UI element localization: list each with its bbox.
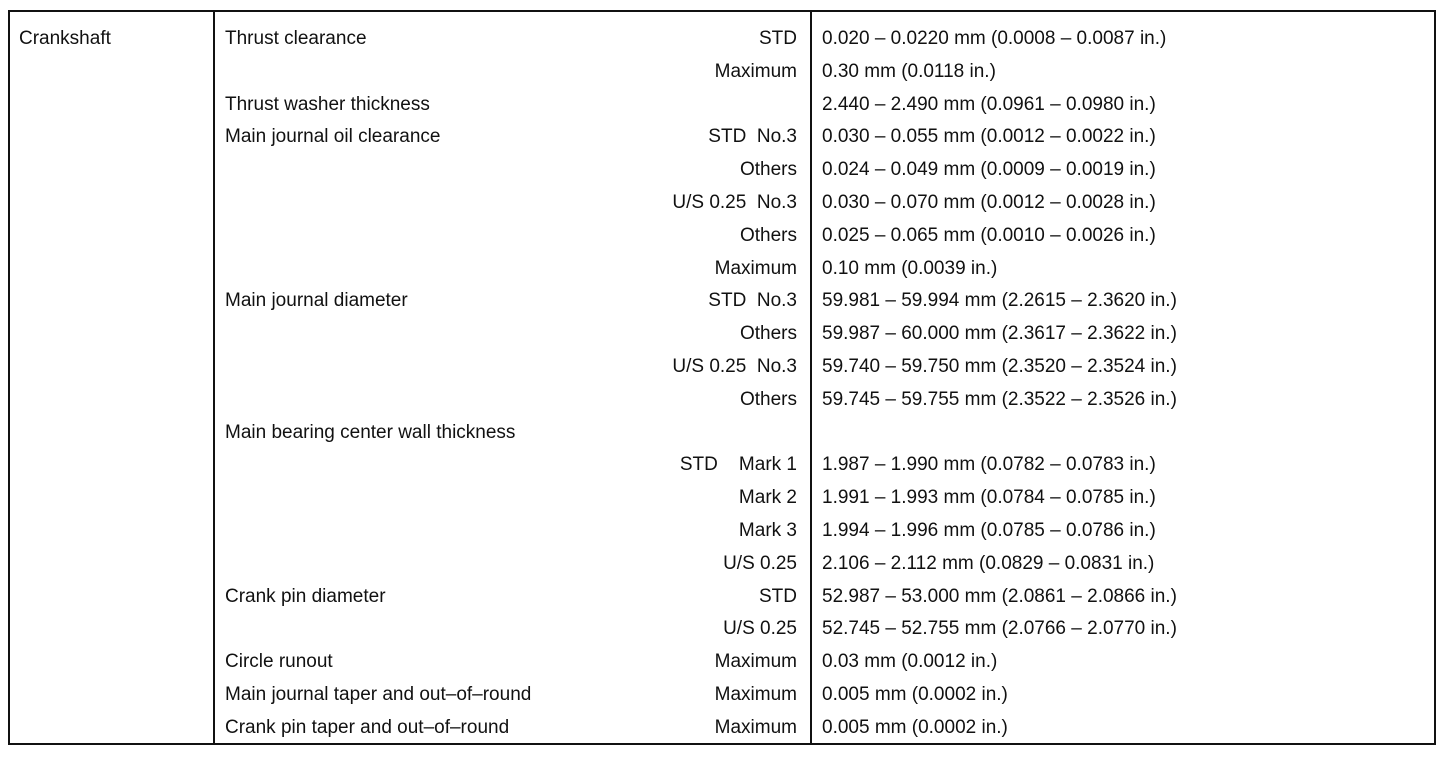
spec-value: 0.10 mm (0.0039 in.) <box>822 257 998 279</box>
spec-condition: Others <box>739 159 797 181</box>
spec-value: 1.994 – 1.996 mm (0.0785 – 0.0786 in.) <box>822 519 1156 541</box>
spec-value: 0.005 mm (0.0002 in.) <box>822 683 1008 705</box>
spec-value: 59.745 – 59.755 mm (2.3522 – 2.3526 in.) <box>822 388 1177 410</box>
table-row <box>10 224 1434 257</box>
spec-value: 2.440 – 2.490 mm (0.0961 – 0.0980 in.) <box>822 93 1156 115</box>
table-row <box>10 453 1434 486</box>
spec-value: 2.106 – 2.112 mm (0.0829 – 0.0831 in.) <box>822 552 1155 574</box>
spec-item: Circle runout <box>225 651 333 673</box>
spec-condition: U/S 0.25 <box>723 618 797 640</box>
spec-item: Main journal oil clearance <box>225 126 441 148</box>
spec-condition: Maximum <box>714 716 797 738</box>
spec-value: 0.024 – 0.049 mm (0.0009 – 0.0019 in.) <box>822 159 1156 181</box>
spec-value: 59.740 – 59.750 mm (2.3520 – 2.3524 in.) <box>822 355 1177 377</box>
spec-condition: Others <box>739 323 797 345</box>
spec-condition: Mark 2 <box>738 487 797 509</box>
spec-condition: U/S 0.25 No.3 <box>672 191 797 213</box>
table-row <box>10 93 1434 126</box>
spec-value: 52.745 – 52.755 mm (2.0766 – 2.0770 in.) <box>822 618 1177 640</box>
spec-item: Thrust clearance <box>225 28 367 49</box>
spec-item: Main journal diameter <box>225 290 408 312</box>
spec-condition: Maximum <box>714 60 797 82</box>
spec-condition: STD No.3 <box>708 126 797 148</box>
spec-value: 1.987 – 1.990 mm (0.0782 – 0.0783 in.) <box>822 454 1156 476</box>
table-row <box>10 158 1434 191</box>
spec-condition: STD No.3 <box>708 290 797 312</box>
spec-value: 52.987 – 53.000 mm (2.0861 – 2.0866 in.) <box>822 585 1177 607</box>
table-row <box>10 486 1434 519</box>
spec-condition: STD <box>759 28 797 49</box>
spec-value: 59.981 – 59.994 mm (2.2615 – 2.3620 in.) <box>822 290 1177 312</box>
spec-item: Thrust washer thickness <box>225 93 430 115</box>
table-row <box>10 289 1434 322</box>
table-row <box>10 257 1434 290</box>
spec-condition: Mark 3 <box>738 519 797 541</box>
spec-condition: Maximum <box>714 683 797 705</box>
spec-condition: Maximum <box>714 651 797 673</box>
spec-table <box>8 10 1436 745</box>
table-row <box>10 322 1434 355</box>
table-row <box>10 683 1434 716</box>
spec-condition: Others <box>739 388 797 410</box>
table-row <box>10 585 1434 618</box>
spec-value: 0.025 – 0.065 mm (0.0010 – 0.0026 in.) <box>822 224 1156 246</box>
spec-item: Crank pin diameter <box>225 585 386 607</box>
spec-value: 0.030 – 0.070 mm (0.0012 – 0.0028 in.) <box>822 191 1156 213</box>
spec-value: 0.005 mm (0.0002 in.) <box>822 716 1008 738</box>
table-row <box>10 519 1434 552</box>
spec-condition: U/S 0.25 No.3 <box>672 355 797 377</box>
spec-value: 0.030 – 0.055 mm (0.0012 – 0.0022 in.) <box>822 126 1156 148</box>
spec-value: 59.987 – 60.000 mm (2.3617 – 2.3622 in.) <box>822 323 1177 345</box>
table-row <box>10 125 1434 158</box>
spec-value: 1.991 – 1.993 mm (0.0784 – 0.0785 in.) <box>822 487 1156 509</box>
table-row <box>10 421 1434 454</box>
spec-value: 0.020 – 0.0220 mm (0.0008 – 0.0087 in.) <box>822 28 1167 49</box>
table-row <box>10 191 1434 224</box>
spec-condition: U/S 0.25 <box>723 552 797 574</box>
table-row <box>10 716 1434 749</box>
spec-condition: Maximum <box>714 257 797 279</box>
component-name: Crankshaft <box>19 28 111 49</box>
table-row <box>10 60 1434 93</box>
spec-value: 0.30 mm (0.0118 in.) <box>822 60 996 82</box>
spec-rows <box>10 27 1434 749</box>
table-row <box>10 650 1434 683</box>
table-row <box>10 355 1434 388</box>
spec-condition: Others <box>739 224 797 246</box>
table-row <box>10 617 1434 650</box>
spec-value: 0.03 mm (0.0012 in.) <box>822 651 998 673</box>
spec-item: Main journal taper and out–of–round <box>225 683 532 705</box>
table-row <box>10 27 1434 60</box>
spec-item: Crank pin taper and out–of–round <box>225 716 510 738</box>
table-row <box>10 552 1434 585</box>
spec-condition: STD <box>759 585 797 607</box>
table-row <box>10 388 1434 421</box>
spec-condition: STD Mark 1 <box>679 454 797 476</box>
spec-item: Main bearing center wall thickness <box>225 421 516 443</box>
